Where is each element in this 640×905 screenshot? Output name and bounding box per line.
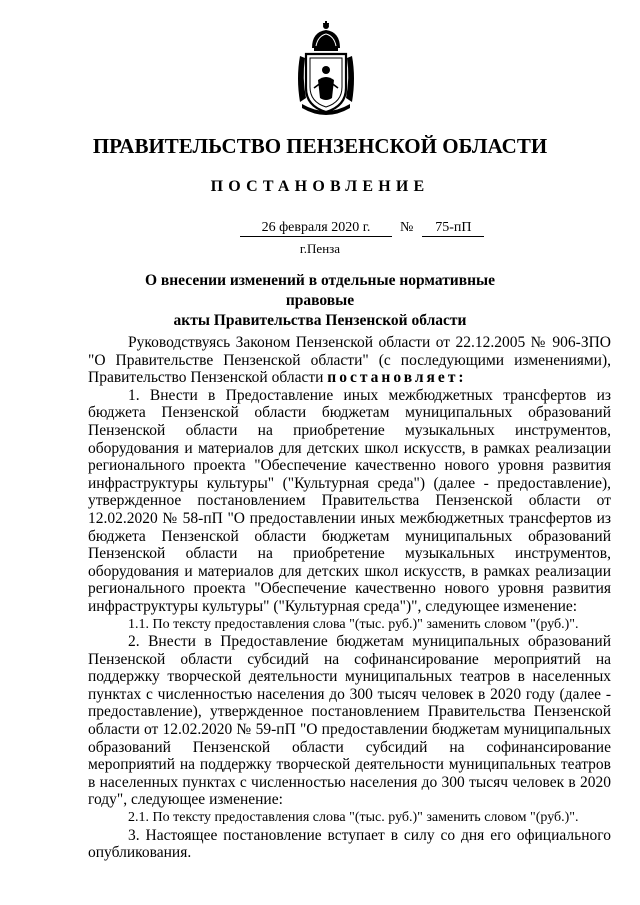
organization-name: ПРАВИТЕЛЬСТВО ПЕНЗЕНСКОЙ ОБЛАСТИ [92,134,548,158]
paragraph-2-1: 2.1. По тексту предоставления слова "(тыс. руб.)" заменить словом "(руб.)". [128,810,579,826]
paragraph-2: 2. Внести в Предоставление бюджетам муниципальных образований Пензенской области субсидий на софинансирование мероприятий на поддержку творческой деятельности муниципальных театров в населенных пунктах с численностью населения до 300 тысяч человек в 2020 году (далее - предоставление), утвержденное постановлением Правительства Пензенской области от 12.02.2020 № 59-пП "О предоставлении бюджетам муниципальных образований Пензенской области субсидий на софинансирование мероприятий на поддержку творческой деятельности муниципальных театров в населенных пунктах с численностью населения до 300 тысяч человек в 2020 году", следующее изменение: [88,633,611,809]
document-number: 75-пП [422,219,484,237]
paragraph-intro [88,334,611,387]
paragraph-1-1: 1.1. По тексту предоставления слова "(тыс. руб.)" заменить словом "(руб.)". [128,616,579,632]
coat-of-arms-icon [292,18,360,118]
paragraph-3: 3. Настоящее постановление вступает в силу со дня его официального опубликования. [88,826,611,862]
document-type: ПОСТАНОВЛЕНИЕ [210,178,430,195]
paragraph-1: 1. Внести в Предоставление иных межбюджетных трансфертов из бюджета Пензенской области бюджетам муниципальных образований Пензенской области на приобретение музыкальных инструментов, оборудования и материалов для детских школ искусств, в рамках реализации регионального проекта "Обеспечение качественно нового уровня развития инфраструктуры культуры" ("Культурная среда") (далее - предоставление), утвержденное постановлением Правительства Пензенской области от 12.02.2020 № 58-пП "О предоставлении иных межбюджетных трансфертов из бюджета Пензенской области бюджетам муниципальных образований Пензенской области на приобретение музыкальных инструментов, оборудования и материалов для детских школ искусств, в рамках реализации регионального проекта "Обеспечение качественно нового уровня развития инфраструктуры культуры" ("Культурная среда")", следующее изменение: [88,386,611,615]
intro-emphasis: постановляет: [327,369,467,387]
document-body [88,334,611,862]
city: г.Пенза [299,241,341,256]
document-date: 26 февраля 2020 г. [240,219,392,237]
document-subject [120,271,520,331]
intro-text: Руководствуясь Законом Пензенской области от 22.12.2005 № 906-ЗПО "О Правительстве Пензенской области" (с последующими изменениями), Правительство Пензенской области [88,334,611,387]
subject-line-2: акты Правительства Пензенской области [173,312,467,329]
number-label: № [400,220,414,235]
subject-line-1: О внесении изменений в отдельные нормативные правовые [144,272,496,309]
date-number-line [240,219,484,237]
